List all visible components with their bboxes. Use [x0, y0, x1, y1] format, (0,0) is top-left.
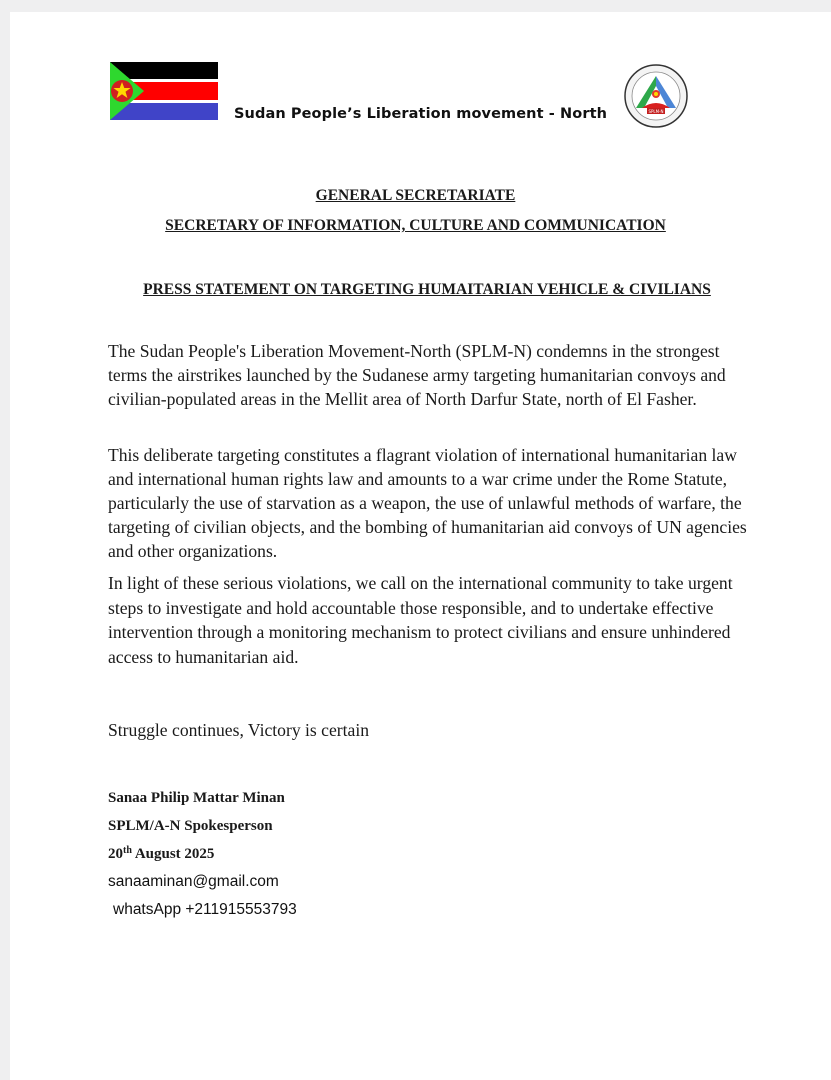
- paragraph-2: This deliberate targeting constitutes a flagrant violation of international humanitarian law and international human rights law and amounts to a war crime under the Rome Statute, particularly the use of starvation as a weapon, the use of unlawful methods of warfare, the targeting of civilian objects, and the bombing of humanitarian aid convoys of UN agencies and other organizations.: [108, 445, 747, 561]
- organization-name: Sudan People’s Liberation movement - North: [234, 106, 608, 122]
- heading-general-secretariate: GENERAL SECRETARIATE: [315, 187, 516, 204]
- paragraph-3: In light of these serious violations, we call on the international community to take urgent steps to investigate and hold accountable those responsible, and to undertake effective intervention through a monitoring mechanism to protect civilians and ensure unhindered access to humanitarian aid.: [108, 573, 733, 667]
- date-suffix: th: [123, 845, 132, 856]
- contact-whatsapp[interactable]: whatsApp +211915553793: [113, 901, 297, 918]
- emblem-text: SPLM-N: [648, 109, 664, 114]
- signatory-role: SPLM/A-N Spokesperson: [108, 818, 273, 834]
- splm-n-flag-icon: [110, 62, 218, 120]
- heading-secretary-information: SECRETARY OF INFORMATION, CULTURE AND COMMUNICATION: [165, 217, 666, 234]
- splm-n-emblem-icon: [622, 64, 690, 128]
- signatory-name: Sanaa Philip Mattar Minan: [108, 790, 285, 806]
- date-month-year: August 2025: [131, 846, 215, 862]
- press-statement-title: PRESS STATEMENT ON TARGETING HUMAITARIAN VEHICLE & CIVILIANS: [143, 281, 711, 298]
- statement-date: [108, 846, 214, 863]
- date-day: 20: [108, 846, 123, 862]
- closing-slogan: Struggle continues, Victory is certain: [108, 720, 370, 740]
- contact-email[interactable]: sanaaminan@gmail.com: [108, 873, 279, 890]
- paragraph-1: The Sudan People's Liberation Movement-North (SPLM-N) condemns in the strongest terms the airstrikes launched by the Sudanese army targeting humanitarian convoys and civilian-populated areas in the Mellit area of North Darfur State, north of El Fasher.: [108, 341, 726, 409]
